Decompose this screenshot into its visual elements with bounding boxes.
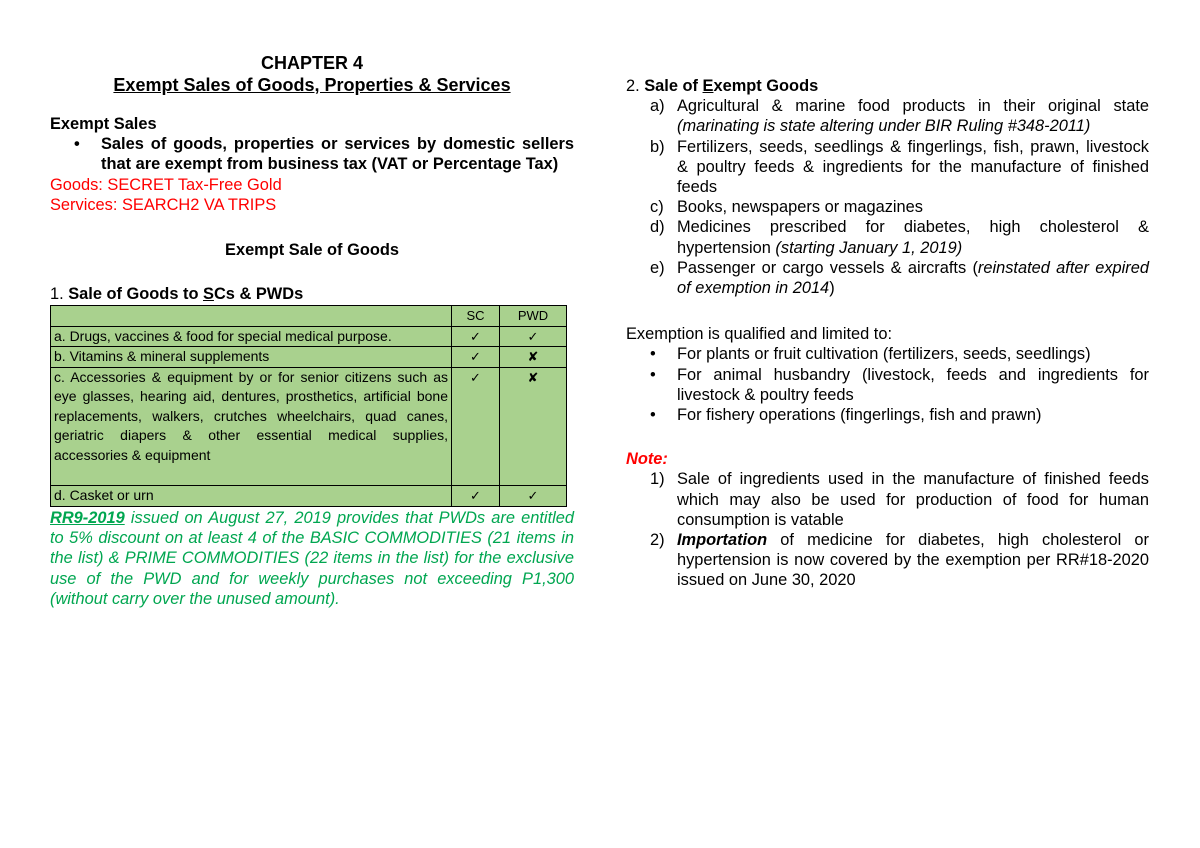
right-column bbox=[626, 76, 1149, 591]
table-cell-pwd: ✓ bbox=[500, 486, 567, 507]
item1-pre: Sale of Goods to bbox=[68, 285, 204, 304]
table-cell-sc: ✓ bbox=[452, 347, 500, 368]
list-italic: (marinating is state altering under BIR Ruling #348-2011) bbox=[677, 117, 1091, 136]
table-cell-pwd: ✓ bbox=[500, 326, 567, 347]
item2-number: 2. bbox=[626, 77, 645, 95]
list-text: Agricultural & marine food products in their original state bbox=[677, 97, 1149, 116]
item1-heading bbox=[50, 284, 574, 304]
note-item bbox=[626, 530, 1149, 591]
left-column bbox=[50, 52, 574, 609]
table-header-row bbox=[51, 306, 567, 327]
table-header-blank bbox=[51, 306, 452, 327]
table-cell-sc: ✓ bbox=[452, 367, 500, 486]
sc-pwd-table bbox=[50, 305, 567, 507]
list-label: e) bbox=[650, 258, 665, 277]
exempt-sales-heading: Exempt Sales bbox=[50, 115, 157, 133]
item1-underlined: S bbox=[203, 285, 214, 304]
qualified-item bbox=[626, 365, 1149, 405]
section-heading: Exempt Sale of Goods bbox=[225, 241, 399, 260]
chapter-title: Exempt Sales of Goods, Properties & Services bbox=[113, 75, 511, 95]
list-italic: (starting January 1, 2019) bbox=[775, 238, 963, 257]
mnemonic-goods: Goods: SECRET Tax-Free Gold bbox=[50, 175, 282, 194]
chapter-label: CHAPTER 4 bbox=[260, 53, 363, 73]
note-label: 2) bbox=[650, 531, 665, 550]
note-heading: Note: bbox=[626, 450, 668, 469]
qualified-text: For fishery operations (fingerlings, fish and prawn) bbox=[677, 406, 1042, 425]
note-label: 1) bbox=[650, 470, 665, 489]
list-text: Fertilizers, seeds, seedlings & fingerlings, fish, prawn, livestock & poultry feeds & ingredients for the manufacture of finished feeds bbox=[677, 137, 1149, 197]
table-cell-desc: c. Accessories & equipment by or for senior citizens such as eye glasses, hearing aid, dentures, prosthetics, artificial bone replacements, walkers, crutches wheelchairs, quad canes, geriatric diapers & other essential medical supplies, accessories & equipment bbox=[51, 367, 452, 486]
table-row bbox=[51, 326, 567, 347]
qualified-heading: Exemption is qualified and limited to: bbox=[626, 325, 893, 344]
table-cell-sc: ✓ bbox=[452, 326, 500, 347]
list-item bbox=[626, 258, 1149, 298]
list-item bbox=[626, 137, 1149, 198]
note-bold: Importation bbox=[677, 531, 768, 550]
list-italic: reinstated after expired of exemption in 2014 bbox=[677, 258, 1149, 298]
table-row bbox=[51, 486, 567, 507]
qualified-item bbox=[626, 344, 1149, 364]
table-cell-pwd: ✘ bbox=[500, 347, 567, 368]
table-row bbox=[51, 367, 567, 486]
list-text: Passenger or cargo vessels & aircrafts ( bbox=[677, 258, 978, 277]
table-cell-desc: a. Drugs, vaccines & food for special medical purpose. bbox=[51, 326, 452, 347]
note-text: of medicine for diabetes, high cholesterol or hypertension is now covered by the exemption per RR#18-2020 issued on June 30, 2020 bbox=[677, 531, 1149, 590]
list-label: c) bbox=[650, 198, 664, 217]
bullet-icon: • bbox=[74, 135, 80, 154]
item1-post: Cs & PWDs bbox=[213, 285, 304, 304]
list-item bbox=[626, 217, 1149, 257]
table-cell-desc: b. Vitamins & mineral supplements bbox=[51, 347, 452, 368]
rr-note bbox=[50, 508, 574, 609]
table-header-sc: SC bbox=[452, 306, 500, 327]
bullet-icon: • bbox=[650, 345, 656, 364]
table-row bbox=[51, 347, 567, 368]
list-item bbox=[626, 197, 1149, 217]
qualified-item bbox=[626, 405, 1149, 425]
list-item bbox=[626, 96, 1149, 136]
note-text: Sale of ingredients used in the manufacture of finished feeds which may also be used for production of food for human consumption is vatable bbox=[677, 470, 1149, 529]
note-item bbox=[626, 469, 1149, 530]
exempt-sales-bullet bbox=[50, 134, 574, 174]
bullet-icon: • bbox=[650, 365, 656, 384]
list-text: Books, newspapers or magazines bbox=[677, 198, 923, 217]
item2-post: xempt Goods bbox=[713, 77, 819, 95]
table-cell-sc: ✓ bbox=[452, 486, 500, 507]
bullet-icon: • bbox=[650, 406, 656, 425]
list-label: b) bbox=[650, 137, 665, 156]
rr-text: issued on August 27, 2019 provides that PWDs are entitled to 5% discount on at least 4 of the BASIC COMMODITIES (21 items in the list) & PRIME COMMODITIES (22 items in the list) for the exclusive use of the PWD and for weekly purchases not exceeding P1,300 (without carry over the unused amount). bbox=[50, 508, 574, 608]
item2-pre: Sale of bbox=[644, 77, 703, 95]
exempt-sales-definition: Sales of goods, properties or services by domestic sellers that are exempt from business tax (VAT or Percentage Tax) bbox=[101, 135, 574, 174]
rr-reference: RR9-2019 bbox=[50, 508, 125, 527]
table-cell-desc: d. Casket or urn bbox=[51, 486, 452, 507]
list-label: d) bbox=[650, 218, 665, 237]
qualified-text: For plants or fruit cultivation (fertilizers, seeds, seedlings) bbox=[677, 345, 1091, 364]
mnemonic-services: Services: SEARCH2 VA TRIPS bbox=[50, 195, 277, 214]
list-text: Medicines prescribed for diabetes, high cholesterol & hypertension bbox=[677, 218, 1149, 257]
qualified-text: For animal husbandry (livestock, feeds and ingredients for livestock & poultry feeds bbox=[677, 365, 1149, 404]
item2-underlined: E bbox=[702, 77, 714, 95]
table-header-pwd: PWD bbox=[500, 306, 567, 327]
item2-heading bbox=[626, 76, 1149, 96]
table-cell-pwd: ✘ bbox=[500, 367, 567, 486]
list-label: a) bbox=[650, 97, 665, 116]
list-close: ) bbox=[829, 279, 835, 298]
item1-number: 1. bbox=[50, 285, 64, 304]
